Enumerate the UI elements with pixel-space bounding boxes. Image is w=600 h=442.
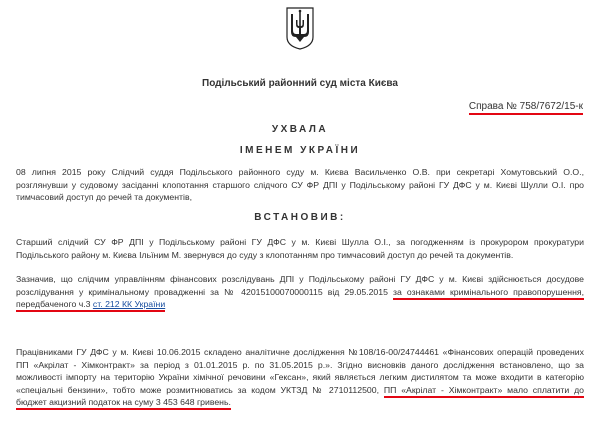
paragraph-line: ПП «Акрілат - Хімконтракт» за період з 01.01.2015 р. по 31.05.2015 р.». Згідно висновків даного дослідження встановлено, що за: [16, 359, 584, 370]
paragraph-line: Подільського району м. Києва Ільїним М. звернувся до суду з клопотанням про тимчасовий доступ до речей та документів.: [16, 249, 514, 260]
customs-code-text: «спеціальні бензини», тобто може розмитнюватись за кодом УКТЗД № 2710112500,: [16, 384, 380, 395]
heading-ruling: УХВАЛА: [271, 124, 329, 135]
criminal-offence-highlight: за ознаками кримінального правопорушення,: [393, 287, 584, 300]
criminal-code-article-link[interactable]: ст. 212 КК України: [92, 299, 166, 310]
paragraph-line: Зазначив, що слідчим управлінням фінансових розслідувань ДПІ у Подільському районі ГУ ДФС у м. Києві здійснюється досудове: [16, 274, 584, 284]
paragraph-line: тимчасовий доступ до речей та документів,: [16, 192, 192, 203]
paragraph-line: Старший слідчий СУ ФР ДПІ у Подільському районі ГУ ДФС у м. Києві Шулла О.І., за погодженням із прокурором прокуратури: [16, 237, 584, 247]
case-number-text: Справа № 758/7672/15-к: [469, 101, 583, 115]
paragraph-investigation: [16, 273, 584, 311]
paragraph-line: 08 липня 2015 року Слідчий суддя Подільського районного суду м. Києва Васильченко О.В. при секретарі Хомутовський О.О.,: [16, 167, 584, 177]
paragraph-line: [16, 384, 584, 397]
paragraph-line: Працівниками ГУ ДФС у м. Києві 10.06.2015 складено аналітичне дослідження №108/16-00/24744461 «Фінансових операцій проведених: [16, 347, 584, 357]
heading-established: ВСТАНОВИВ:: [254, 212, 346, 223]
paragraph-analysis: [16, 346, 584, 409]
company-obligation-highlight: ПП «Акрілат - Хімконтракт» мало сплатити до: [384, 385, 584, 398]
paragraph-line: розглянувши у судовому засіданні клопотання старшого слідчого СУ ФР ДПІ у Подільському районі ГУ ДФС у м. Києві Шулли О.І. про: [16, 179, 584, 190]
heading-name: ІМЕНЕМ УКРАЇНИ: [239, 145, 361, 156]
paragraph-line: [16, 396, 584, 409]
court-name: Подільський районний суд міста Києва: [202, 78, 398, 89]
paragraph-intro: [16, 166, 584, 204]
paragraph-line: [16, 298, 584, 311]
article-part-text: передбаченого ч.3: [16, 299, 91, 310]
paragraph-petition: [16, 236, 584, 261]
case-number: [469, 101, 583, 112]
excise-tax-amount-highlight: бюджет акцизний податок на суму 3 453 648 гривень.: [16, 397, 231, 410]
article-highlight: [16, 299, 165, 312]
criminal-proceeding-text: розслідування у кримінальному провадженні за № 42015100070000115 від 29.05.2015: [16, 286, 388, 297]
paragraph-line: можливості імпорту на територію України хімічної речовини «Гексан», який являється легким дистилятом та може входити в категорію: [16, 372, 584, 383]
paragraph-line: [16, 286, 584, 299]
coat-of-arms-icon: [286, 6, 314, 50]
